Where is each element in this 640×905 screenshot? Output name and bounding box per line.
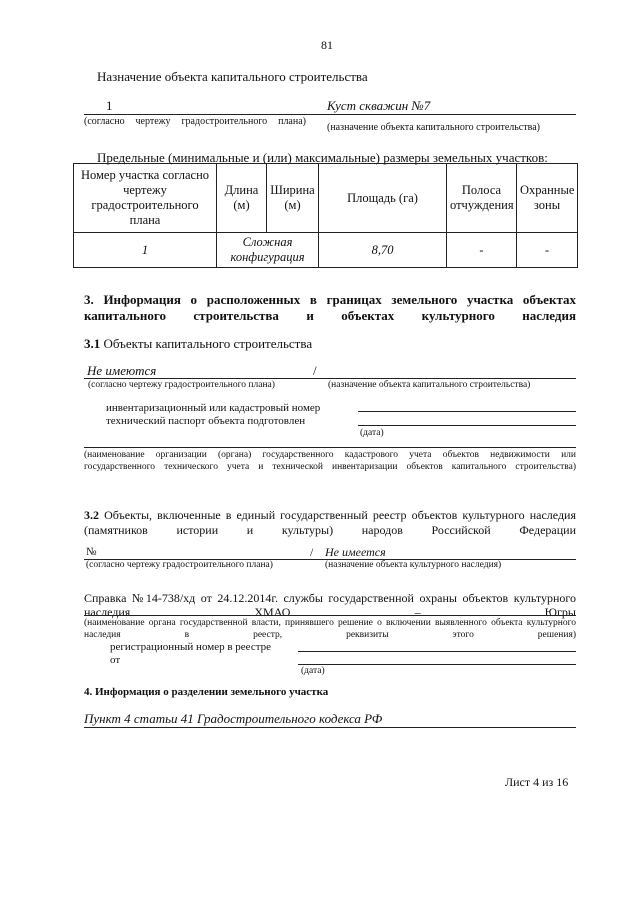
section3-1-value: Не имеются <box>87 363 157 378</box>
page-number: 81 <box>321 38 333 52</box>
purpose-number: 1 <box>106 98 113 113</box>
header-protection-zones: Охранные зоны <box>517 164 578 233</box>
passport-date-caption: (дата) <box>360 428 384 438</box>
section3-1-caption-right: (назначение объекта капитального строительства) <box>328 380 531 390</box>
section3-1-slash: / <box>313 363 317 378</box>
sizes-heading: Предельные (минимальные и (или) максимальные) размеры земельных участков: <box>97 150 548 165</box>
section4-title: 4. Информация о разделении земельного участка <box>84 686 329 698</box>
section3-2-value: Не имеется <box>325 545 386 559</box>
passport-line1: инвентаризационный или кадастровый номер <box>106 402 321 414</box>
purpose-heading: Назначение объекта капитального строительства <box>97 69 368 84</box>
section3-1-heading <box>84 336 312 352</box>
section3-1-number: 3.1 <box>84 336 101 351</box>
lots-table-header-row <box>74 164 578 233</box>
section3-2-slash: / <box>310 545 314 559</box>
section3-title: 3. Информация о расположенных в границах земельного участка объектах капитального строительства и объектах культурного наследия <box>84 292 576 323</box>
lots-table <box>73 163 578 268</box>
registry-line2: от <box>110 654 121 666</box>
section4-underline <box>84 727 576 728</box>
header-area: Площадь (га) <box>319 164 447 233</box>
purpose-caption-right: (назначение объекта капитального строительства) <box>327 122 540 133</box>
section3-1-caption-left: (согласно чертежу градостроительного плана) <box>88 380 275 390</box>
passport-number-line <box>358 411 576 412</box>
registry-number-line <box>298 651 576 652</box>
section3-2-caption-left: (согласно чертежу градостроительного плана) <box>86 560 273 570</box>
registry-date-line <box>298 664 576 665</box>
header-width: Ширина (м) <box>267 164 319 233</box>
section3-1-title: Объекты капитального строительства <box>103 336 313 351</box>
reference-text: Справка №14-738/хд от 24.12.2014г. службы государственной охраны объектов культурного наследия ХМАО – Югры <box>84 591 576 619</box>
cell-strip: - <box>447 233 517 268</box>
reference-underline <box>84 615 576 616</box>
passport-line2: технический паспорт объекта подготовлен <box>106 415 306 427</box>
section3-1-underline <box>84 378 576 379</box>
section3-2-caption-right: (назначение объекта культурного наследия) <box>325 560 502 570</box>
section3-2-heading <box>84 508 576 538</box>
header-strip: Полоса отчуждения <box>447 164 517 233</box>
purpose-caption-left: (согласно чертежу градостроительного плана) <box>84 116 306 127</box>
purpose-underline <box>84 114 576 115</box>
cell-protection-zones: - <box>517 233 578 268</box>
cell-configuration: Сложная конфигурация <box>217 233 319 268</box>
section3-2-number-label: № <box>86 546 97 558</box>
cell-lot-number: 1 <box>74 233 217 268</box>
purpose-name: Куст скважин №7 <box>327 98 431 113</box>
section4-value: Пункт 4 статьи 41 Градостроительного кодекса РФ <box>84 711 383 726</box>
sheet-footer: Лист 4 из 16 <box>505 775 569 789</box>
section3-2-title: Объекты, включенные в единый государственный реестр объектов культурного наследия (памятников истории и культуры) народов Российской Федерации <box>84 508 577 537</box>
section3-2-number: 3.2 <box>84 508 99 522</box>
org-caption: (наименование организации (органа) государственного кадастрового учета объектов недвижимости или государственного технического учета и технической инвентаризации объектов капитального строительства) <box>84 450 576 472</box>
authority-caption: (наименование органа государственной власти, принявшего решение о включении выявленного объекта культурного наследия в реестр, реквизиты этого решения) <box>84 618 576 640</box>
header-lot-number: Номер участка согласно чертежу градостроительного плана <box>74 164 217 233</box>
registry-line1: регистрационный номер в реестре <box>110 641 272 653</box>
table-row <box>74 233 578 268</box>
passport-date-line <box>358 425 576 426</box>
cell-area: 8,70 <box>319 233 447 268</box>
header-length: Длина (м) <box>217 164 267 233</box>
org-underline <box>84 447 576 448</box>
registry-date-caption: (дата) <box>301 666 325 676</box>
